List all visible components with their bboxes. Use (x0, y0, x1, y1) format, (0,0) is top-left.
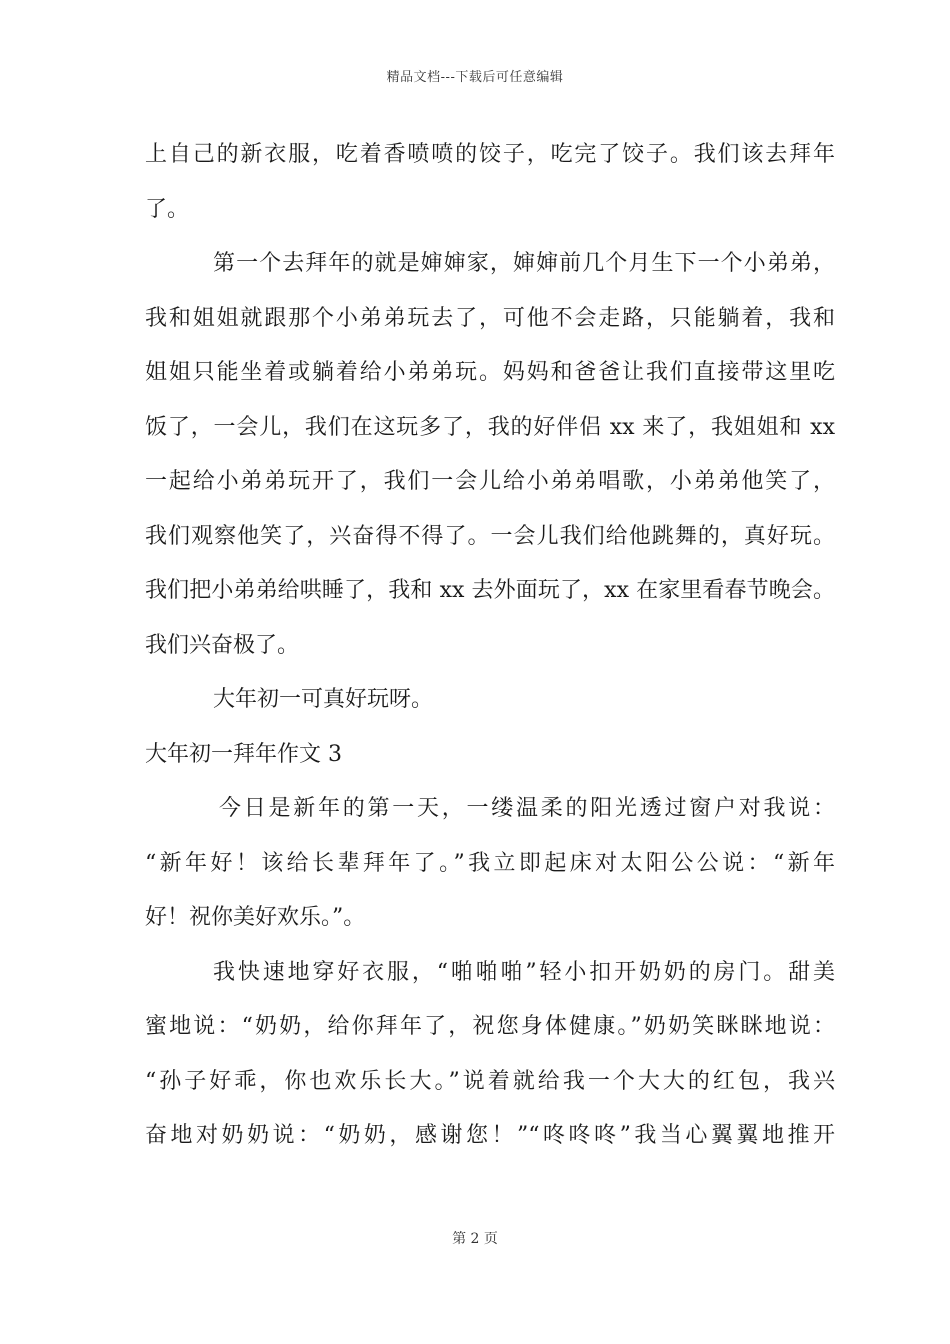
paragraph-line: 饭了，一会儿，我们在这玩多了，我的好伴侣 xx 来了，我姐姐和 xx (145, 414, 835, 440)
paragraph-line: “新年好！该给长辈拜年了。”我立即起床对太阳公公说：“新年 (145, 850, 835, 876)
paragraph-line: 我和姐姐就跟那个小弟弟玩去了，可他不会走路，只能躺着，我和 (145, 305, 835, 331)
section-heading: 大年初一拜年作文 3 (145, 741, 342, 767)
paragraph-line: 我们把小弟弟给哄睡了，我和 xx 去外面玩了，xx 在家里看春节晚会。 (145, 578, 835, 603)
paragraph-line: 奋地对奶奶说：“奶奶，感谢您！”“咚咚咚”我当心翼翼地推开 (145, 1123, 835, 1148)
paragraph-line: 蜜地说：“奶奶，给你拜年了，祝您身体健康。”奶奶笑眯眯地说： (145, 1014, 835, 1039)
page-footer: 第 2 页 (452, 1231, 498, 1247)
page-header: 精品文档---下载后可任意编辑 (386, 70, 564, 85)
paragraph-line: 一起给小弟弟玩开了，我们一会儿给小弟弟唱歌，小弟弟他笑了， (145, 469, 835, 494)
paragraph-line: 我们观察他笑了，兴奋得不得了。一会儿我们给他跳舞的，真好玩。 (145, 523, 835, 549)
paragraph-line: 姐姐只能坐着或躺着给小弟弟玩。妈妈和爸爸让我们直接带这里吃 (145, 360, 835, 385)
paragraph-line: 今日是新年的第一天，一缕温柔的阳光透过窗户对我说： (219, 796, 835, 821)
paragraph-line: 好！祝你美好欢乐。”。 (145, 905, 366, 930)
paragraph-line: 我们兴奋极了。 (145, 632, 300, 658)
paragraph-line: 我快速地穿好衣服，“啪啪啪”轻小扣开奶奶的房门。甜美 (213, 959, 835, 985)
paragraph-line: 第一个去拜年的就是婶婶家，婶婶前几个月生下一个小弟弟， (213, 251, 835, 276)
paragraph-line: 上自己的新衣服，吃着香喷喷的饺子，吃完了饺子。我们该去拜年 (145, 142, 835, 167)
paragraph-line: “孙子好乖，你也欢乐长大。”说着就给我一个大大的红包，我兴 (145, 1068, 835, 1094)
paragraph-line: 大年初一可真好玩呀。 (213, 687, 434, 712)
document-body (145, 128, 835, 1164)
paragraph-line: 了。 (145, 196, 190, 222)
